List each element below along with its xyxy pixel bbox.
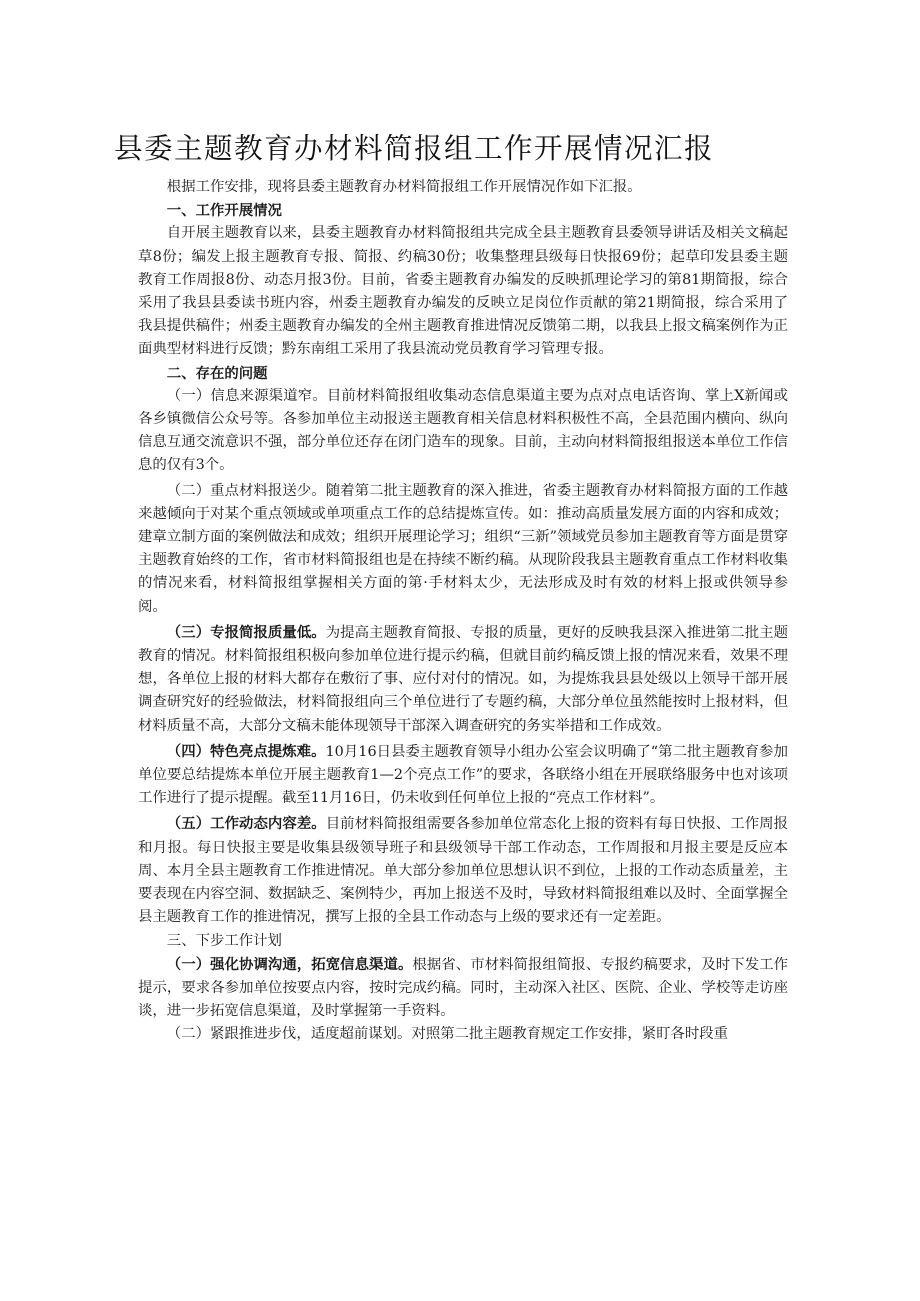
problem-2-lead: （二）重点材料报送少。: [166, 482, 326, 499]
problem-4-lead: （四）特色亮点提炼难。: [166, 742, 326, 760]
problem-5-lead: （五）工作动态内容差。: [166, 815, 326, 833]
section-1-heading: 一、工作开展情况: [166, 202, 282, 220]
problem-4-body: 10月16日县委主题教育领导小组办公室会议明确了“第二批主题教育参加单位要总结提炼本单位开展主题教育1—2个亮点工作”的要求，各联络小组在开展联络服务中也对该项工作进行了提示提醒。截至11月16日，仍未收到任何单位上报的“亮点工作材料”。: [138, 743, 788, 807]
problem-paragraph-3: [138, 621, 788, 738]
problem-2-body: 随着第二批主题教育的深入推进，省委主题教育办材料简报方面的工作越来越倾向于对某个重点领域或单项重点工作的总结提炼宣传。如：推动高质量发展方面的内容和成效；建章立制方面的案例做法和成效；组织开展理论学习；组织“三新”领域党员参加主题教育等方面是贯穿主题教育始终的工作，省市材料简报组也是在持续不断约稿。从现阶段我县主题教育重点工作材料收集的情况来看，材料简报组掌握相关方面的第·手材料太少，无法形成及时有效的材料上报或供领导参阅。: [138, 482, 788, 615]
problem-1-lead: （一）信息来源渠道窄。: [166, 387, 327, 404]
section-2-heading: 二、存在的问题: [166, 364, 268, 382]
problem-3-body: 为提高主题教育简报、专报的质量，更好的反映我县深入推进第二批主题教育的情况。材料简报组积极向参加单位进行提示约稿，但就目前约稿反馈上报的情况来看，效果不理想，各单位上报的材料大都存在敷衍了事、应付对付的情况。如，为提炼我县县处级以上领导干部开展调查研究好的经验做法，材料简报组向三个单位进行了专题约稿，大部分单位虽然能按时上报材料，但材料质量不高，大部分文稿未能体现领导干部深入调查研究的务实举措和工作成效。: [138, 624, 788, 734]
plan-paragraph-2: [138, 1023, 788, 1046]
problem-paragraph-2: [138, 480, 788, 619]
problem-5-body: 目前材料简报组需要各参加单位常态化上报的资料有每日快报、工作周报和月报。每日快报主要是收集县级领导班子和县级领导干部工作动态，工作周报和月报主要是反应本周、本月全县主题教育工作推进情况。单大部分参加单位思想认识不到位，上报的工作动态质量差，主要表现在内容空洞、数据缺乏、案例特少，再加上报送不及时，导致材料简报组难以及时、全面掌握全县主题教育工作的推进情况，撰写上报的全县工作动态与上级的要求还有一定差距。: [138, 816, 788, 926]
intro-paragraph: 根据工作安排，现将县委主题教育办材料简报组工作开展情况作如下汇报。: [166, 179, 642, 195]
problem-3-lead: （三）专报简报质量低。: [166, 623, 326, 641]
problem-paragraph-4: [138, 740, 788, 811]
plan-1-body: 根据省、市材料简报组简报、专报约稿要求，及时下发工作提示，要求各参加单位按要点内容，按时完成约稿。同时，主动深入社区、医院、企业、学校等走访座谈，进一步拓宽信息渠道，及时掌握第一手资料。: [138, 956, 788, 1020]
problem-paragraph-5: [138, 812, 788, 929]
section-3-heading: 三、下步工作计划: [166, 932, 282, 949]
plan-2-lead: （二）紧跟推进步伐，适度超前谋划。: [166, 1026, 412, 1043]
plan-1-lead: （一）强化协调沟通，拓宽信息渠道。: [166, 955, 413, 973]
problem-1-body: 目前材料简报组收集动态信息渠道主要为点对点电话咨询、掌上X新闻或各乡镇微信公众号等。各参加单位主动报送主题教育相关信息材料积极性不高，全县范围内横向、纵向信息互通交流意识不强，部分单位还存在闭门造车的现象。目前，主动向材料简报组报送本单位工作信息的仅有3个。: [138, 387, 788, 474]
page-title: 县委主题教育办材料简报组工作开展情况汇报: [113, 132, 714, 165]
document-body: [138, 176, 788, 1047]
plan-2-body: 对照第二批主题教育规定工作安排，紧盯各时段重: [411, 1026, 729, 1043]
section-1-paragraph: 自开展主题教育以来，县委主题教育办材料简报组共完成全县主题教育县委领导讲话及相关文稿起草8份；编发上报主题教育专报、简报、约稿30份；收集整理县级每日快报69份；起草印发县委主题教育工作周报8份、动态月报3份。目前，省委主题教育办编发的反映抓理论学习的第81期简报，综合采用了我县县委读书班内容，州委主题教育办编发的反映立足岗位作贡献的第21期简报，综合采用了我县提供稿件；州委主题教育办编发的全州主题教育推进情况反馈第二期，以我县上报文稿案例作为正面典型材料进行反馈；黔东南组工采用了我县流动党员教育学习管理专报。: [138, 225, 788, 358]
problem-paragraph-1: [138, 385, 788, 478]
plan-paragraph-1: [138, 953, 788, 1024]
